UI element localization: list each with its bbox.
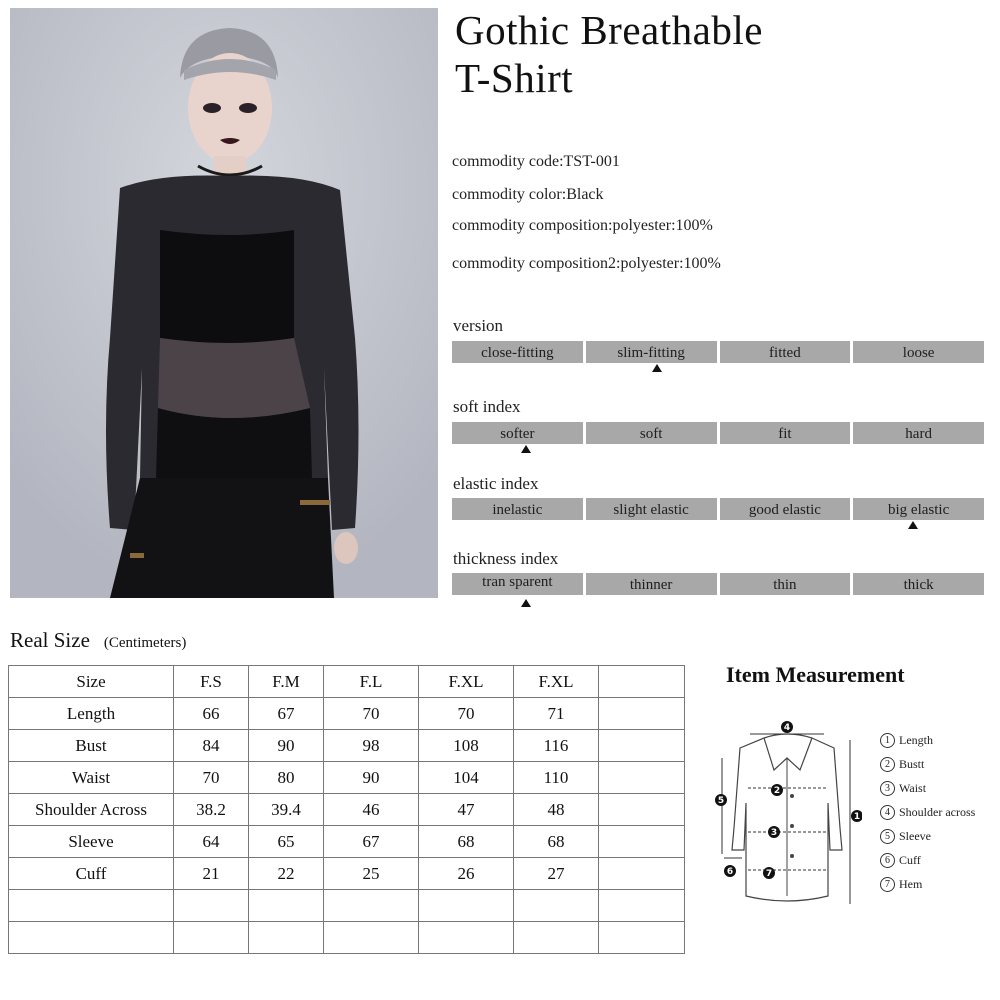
model-wearing-shirt-image	[10, 8, 438, 598]
size-table-header-cell	[599, 666, 685, 698]
size-table-row	[9, 794, 685, 826]
elastic-index-option: inelastic	[452, 498, 583, 520]
version-scale	[452, 341, 984, 363]
size-table-row	[9, 858, 685, 890]
size-table-cell	[599, 730, 685, 762]
size-table-row	[9, 826, 685, 858]
size-table-cell: 84	[174, 730, 249, 762]
size-table-cell: 26	[419, 858, 514, 890]
size-table-cell	[599, 698, 685, 730]
size-table-cell: 98	[324, 730, 419, 762]
size-table-cell	[324, 890, 419, 922]
version-option: loose	[853, 341, 984, 363]
size-table-cell	[249, 890, 324, 922]
legend-item-sleeve: 5 Sleeve	[880, 824, 975, 848]
legend-item-shoulder-across: 4 Shoulder across	[880, 800, 975, 824]
size-table-cell: 48	[514, 794, 599, 826]
size-table-cell: 71	[514, 698, 599, 730]
soft-index-option: softer	[452, 422, 583, 444]
svg-text:4: 4	[783, 723, 791, 733]
size-table-cell: 64	[174, 826, 249, 858]
size-table-row	[9, 730, 685, 762]
size-table-cell: 21	[174, 858, 249, 890]
elastic-index-option: big elastic	[853, 498, 984, 520]
size-table-cell: 25	[324, 858, 419, 890]
size-table-cell: Bust	[9, 730, 174, 762]
elastic-index-option: good elastic	[720, 498, 851, 520]
size-table-cell: 67	[249, 698, 324, 730]
product-photo	[10, 8, 438, 598]
garment-measurement-diagram	[712, 718, 862, 913]
size-table-cell: 68	[514, 826, 599, 858]
size-table-row	[9, 698, 685, 730]
size-table-cell	[599, 890, 685, 922]
size-table-cell: 70	[419, 698, 514, 730]
thickness-index-option: thin	[720, 573, 851, 595]
size-table-cell: 38.2	[174, 794, 249, 826]
size-table-cell: 104	[419, 762, 514, 794]
soft-index-label: soft index	[453, 397, 521, 416]
size-table-cell: Cuff	[9, 858, 174, 890]
svg-text:6: 6	[726, 867, 734, 877]
size-table-header-cell: F.XL	[419, 666, 514, 698]
legend-item-cuff: 6 Cuff	[880, 848, 975, 872]
thickness-index-label: thickness index	[453, 549, 559, 568]
size-table-cell: 90	[324, 762, 419, 794]
svg-text:3: 3	[770, 828, 778, 838]
real-size-heading	[10, 628, 186, 653]
elastic-index-selected-marker	[908, 521, 918, 529]
product-title-line2: T-Shirt	[455, 55, 574, 101]
svg-text:5: 5	[717, 796, 725, 806]
size-table-header-cell: F.L	[324, 666, 419, 698]
size-table-cell: 65	[249, 826, 324, 858]
size-table-cell: Shoulder Across	[9, 794, 174, 826]
svg-text:2: 2	[773, 786, 781, 796]
measurement-legend	[880, 728, 975, 896]
soft-index-scale	[452, 422, 984, 444]
elastic-index-label: elastic index	[453, 474, 539, 493]
size-table-cell: 116	[514, 730, 599, 762]
elastic-index-scale	[452, 498, 984, 520]
size-table-cell: 70	[324, 698, 419, 730]
size-table-cell: Sleeve	[9, 826, 174, 858]
legend-item-length: 1 Length	[880, 728, 975, 752]
size-table-cell	[174, 922, 249, 954]
size-table-header-row	[9, 666, 685, 698]
real-size-title: Real Size	[10, 628, 90, 652]
size-table-cell: 110	[514, 762, 599, 794]
size-table-cell	[599, 858, 685, 890]
size-table-cell	[9, 922, 174, 954]
version-label: version	[453, 316, 504, 335]
size-table-cell	[599, 762, 685, 794]
size-table-cell	[419, 922, 514, 954]
version-option: close-fitting	[452, 341, 583, 363]
size-table-cell	[174, 890, 249, 922]
soft-index-option: hard	[853, 422, 984, 444]
elastic-index-option: slight elastic	[586, 498, 717, 520]
size-table-row	[9, 762, 685, 794]
thickness-index-selected-marker	[521, 599, 531, 607]
size-table-cell: 90	[249, 730, 324, 762]
soft-index-option: soft	[586, 422, 717, 444]
svg-text:7: 7	[765, 869, 773, 879]
soft-index-option: fit	[720, 422, 851, 444]
soft-index-selected-marker	[521, 445, 531, 453]
size-table-row	[9, 922, 685, 954]
size-table-cell	[599, 922, 685, 954]
version-option: slim-fitting	[586, 341, 717, 363]
size-table-cell	[9, 890, 174, 922]
size-table-cell: 67	[324, 826, 419, 858]
size-table-cell: 68	[419, 826, 514, 858]
version-option: fitted	[720, 341, 851, 363]
legend-item-hem: 7 Hem	[880, 872, 975, 896]
product-title-line1: Gothic Breathable	[455, 7, 763, 53]
size-table-header-cell: F.M	[249, 666, 324, 698]
commodity-composition2: commodity composition2:polyester:100%	[452, 255, 721, 272]
thickness-index-option: thinner	[586, 573, 717, 595]
svg-text:1: 1	[853, 812, 861, 822]
item-measurement-title: Item Measurement	[726, 662, 905, 687]
size-table-header-cell: F.S	[174, 666, 249, 698]
size-table-row	[9, 890, 685, 922]
size-table-cell	[419, 890, 514, 922]
legend-item-bust: 2 Bustt	[880, 752, 975, 776]
size-table-cell: 22	[249, 858, 324, 890]
thickness-index-option: thick	[853, 573, 984, 595]
product-title	[455, 6, 763, 102]
size-table-cell	[324, 922, 419, 954]
size-table-cell	[249, 922, 324, 954]
thickness-index-option: tran sparent	[452, 573, 583, 595]
size-table-cell: 70	[174, 762, 249, 794]
size-table-cell: 47	[419, 794, 514, 826]
size-table-cell: 27	[514, 858, 599, 890]
commodity-code: commodity code:TST-001	[452, 153, 620, 170]
size-table-header-cell: F.XL	[514, 666, 599, 698]
size-table-cell: 66	[174, 698, 249, 730]
size-table-cell	[599, 794, 685, 826]
commodity-composition: commodity composition:polyester:100%	[452, 217, 713, 234]
size-table	[8, 665, 685, 954]
size-table-header-cell: Size	[9, 666, 174, 698]
size-table-cell: Waist	[9, 762, 174, 794]
legend-item-waist: 3 Waist	[880, 776, 975, 800]
commodity-color: commodity color:Black	[452, 186, 604, 203]
size-table-cell: 46	[324, 794, 419, 826]
size-table-cell: 108	[419, 730, 514, 762]
thickness-index-scale	[452, 573, 984, 595]
size-table-cell: 80	[249, 762, 324, 794]
size-table-cell	[599, 826, 685, 858]
real-size-unit: (Centimeters)	[103, 635, 187, 651]
version-selected-marker	[652, 364, 662, 372]
size-table-cell: 39.4	[249, 794, 324, 826]
size-table-cell	[514, 922, 599, 954]
size-table-cell: Length	[9, 698, 174, 730]
size-table-cell	[514, 890, 599, 922]
